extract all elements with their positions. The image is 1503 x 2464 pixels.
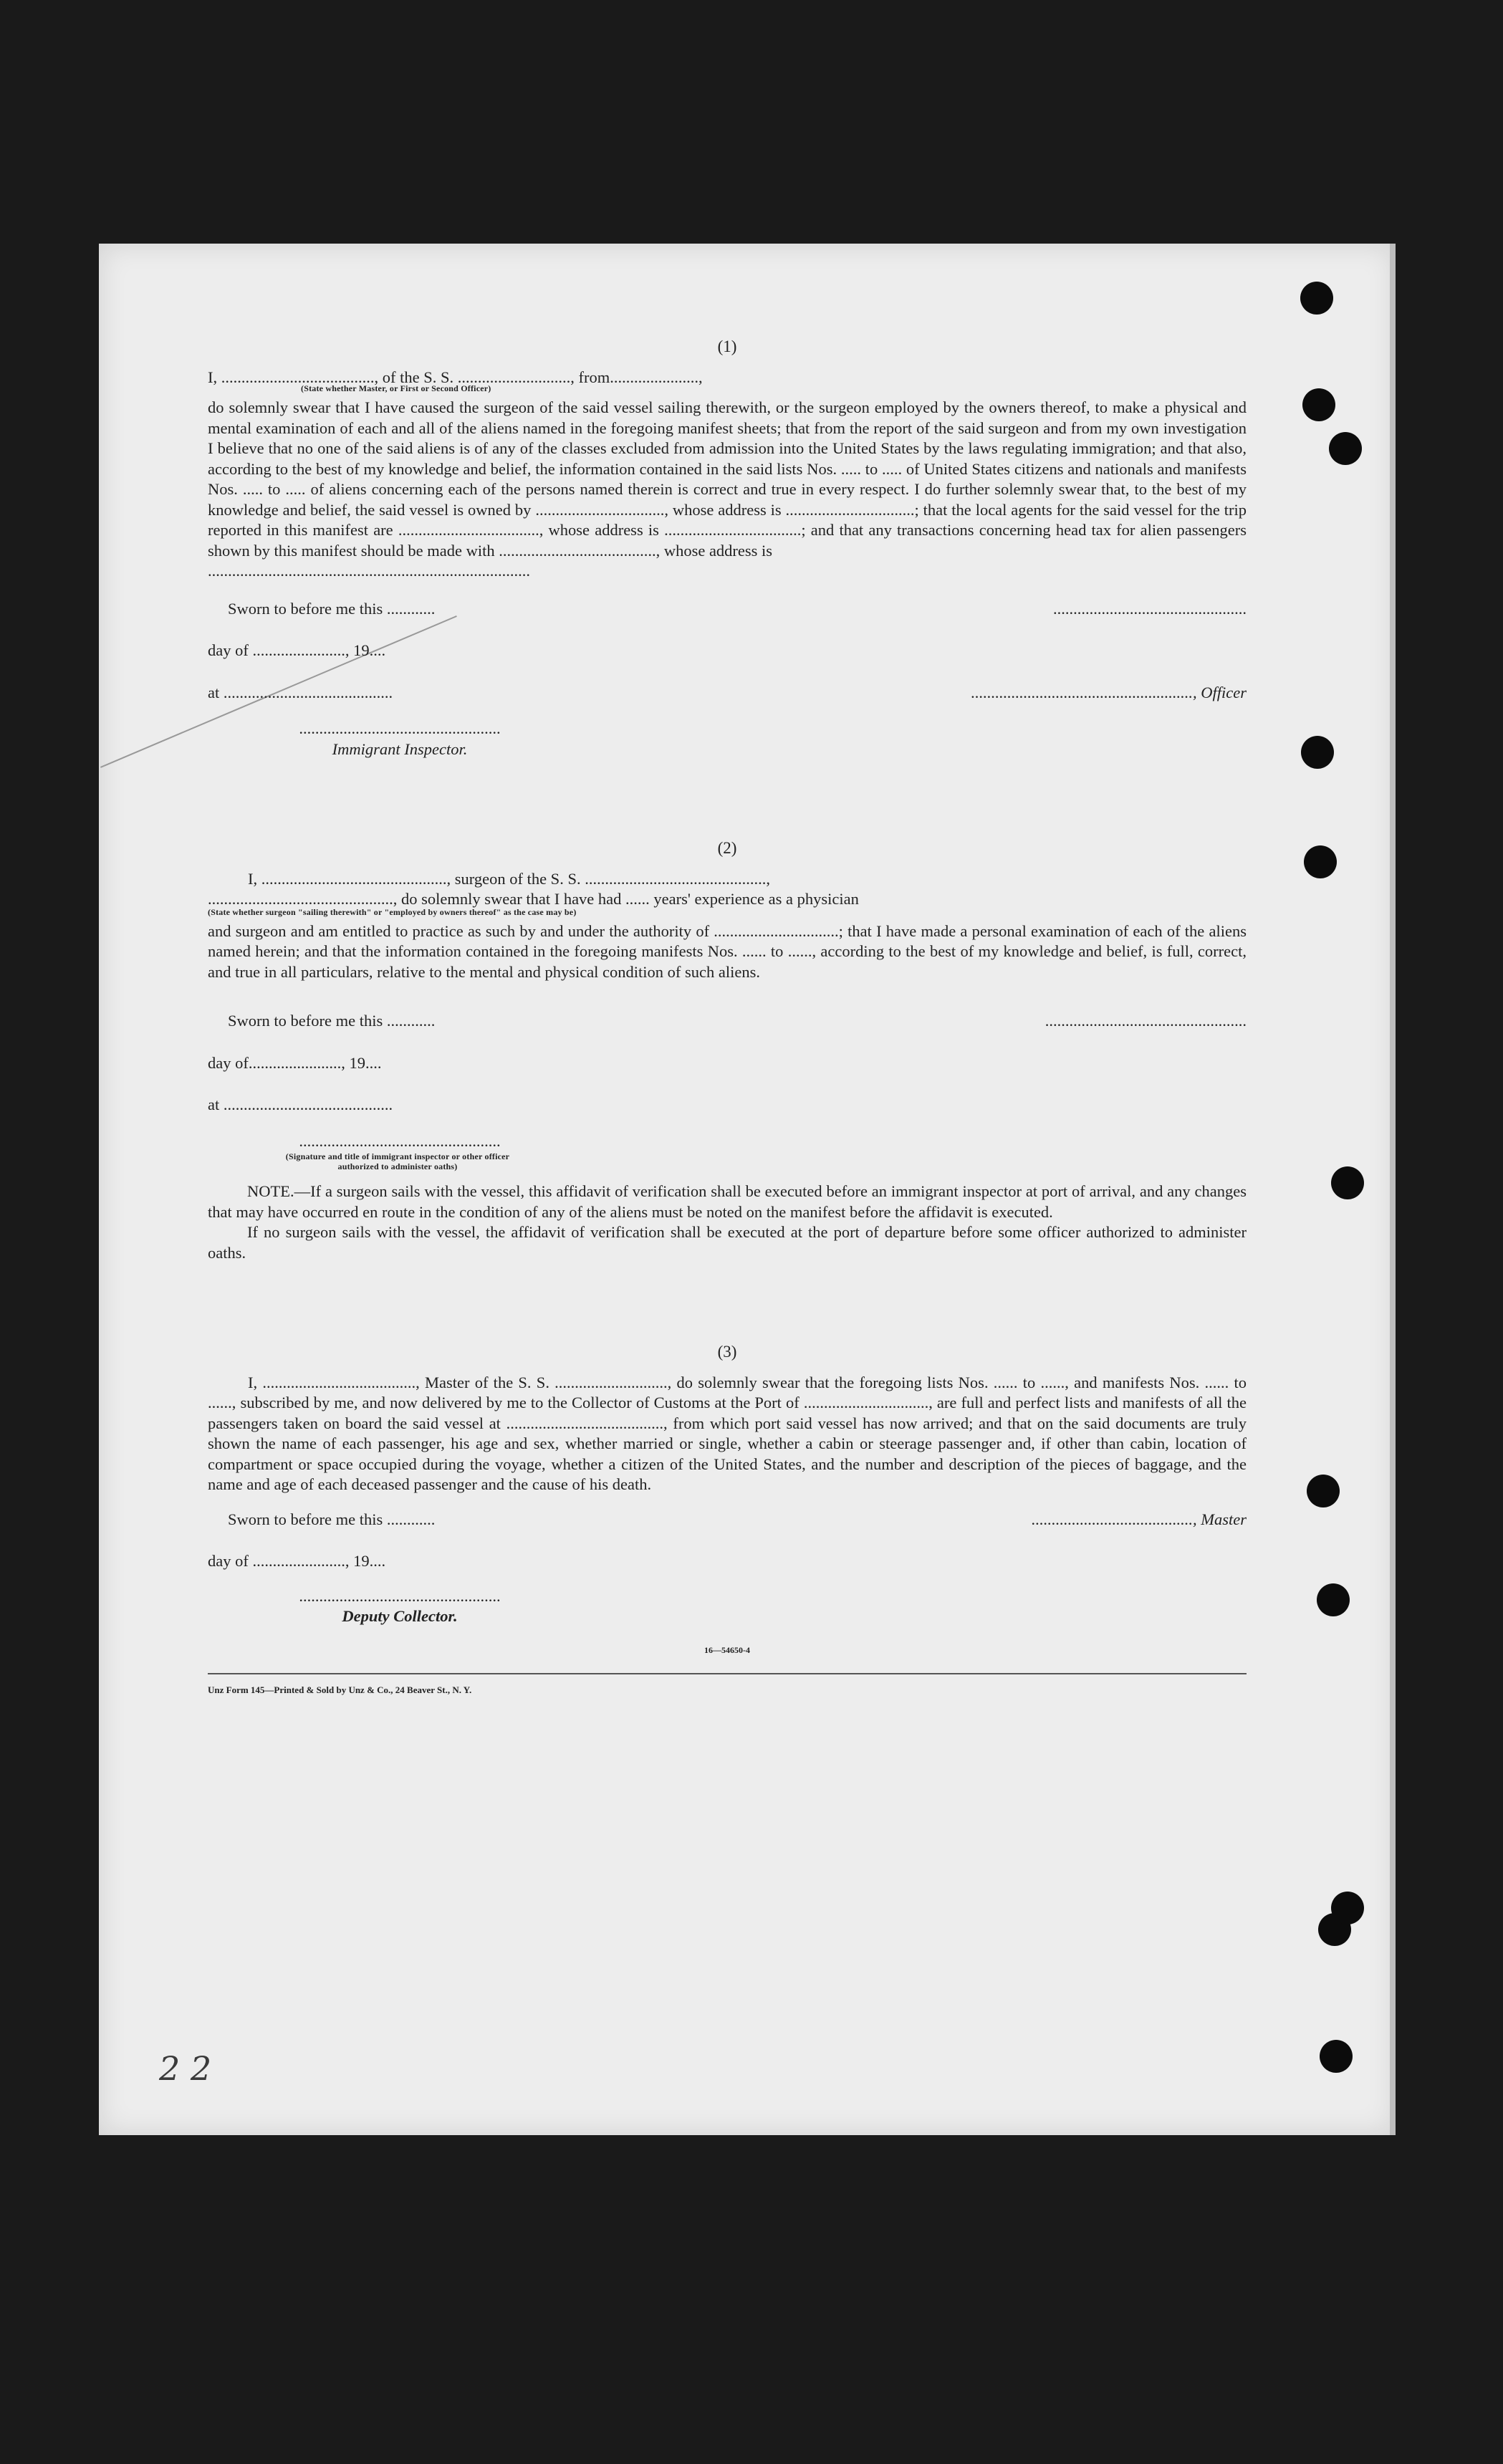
- inspector-sub-label: (Signature and title of immigrant inspector or other officer authorized to administer oaths): [285, 1151, 510, 1171]
- punch-hole-icon: [1304, 845, 1337, 878]
- section-number: (2): [717, 839, 737, 857]
- surgeon-paragraph: and surgeon and am entitled to practice as such by and under the authority of ...............................; that I have made a personal examination of each of the aliens named herein; and that the information contained in the foregoing manifests Nos. ...... to ......, according to the best of my knowledge and belief, is full, correct, and true in all particulars, relative to the mental and physical condition of such aliens.: [208, 921, 1247, 981]
- trailing-dots: ................................................................................: [208, 562, 530, 580]
- day-line: day of......................., 19....: [208, 1053, 382, 1072]
- officer-line: I, ......................................, of the S. S. ............................, from......................,: [208, 368, 703, 386]
- punch-hole-icon: [1301, 736, 1334, 769]
- oath-paragraph: do solemnly swear that I have caused the surgeon of the said vessel sailing therewith, or the surgeon employed by the owners thereof, to make a physical and mental examination of each and all of the aliens named in the foregoing manifest sheets; that from the report of the said surgeon and from my own investigation I believe that no one of the said aliens is of any of the classes excluded from admission into the United States by the laws regulating immigration; and that also, according to the best of my knowledge and belief, the information contained in the said lists Nos. ..... to ..... of United States citizens and nationals and manifests Nos. ..... to ..... of aliens concerning each of the persons named therein is correct and true in every respect. I do further solemnly swear that, to the best of my knowledge and belief, the said vessel is owned by ................................, whose address is ................................; that the local agents for the said vessel for the trip reported in this manifest are ..................................., whose address is ..................................; and that any transactions concerning head tax for alien passengers shown by this manifest should be made with ......................................., whose address is: [208, 398, 1247, 560]
- punch-hole-icon: [1331, 1892, 1364, 1924]
- section-2: [208, 838, 1247, 1263]
- punch-hole-icon: [1331, 1166, 1364, 1199]
- inspector-label: Immigrant Inspector.: [332, 739, 468, 758]
- footer-divider: [208, 1673, 1247, 1674]
- inspector-dots: ..................................................: [299, 1131, 501, 1150]
- punch-hole-icon: [1300, 282, 1333, 315]
- at-line: at ..........................................: [208, 683, 393, 701]
- sworn-right-dots: ................................................: [1053, 599, 1247, 618]
- officer-signature-line: ......................................................., Officer: [971, 683, 1247, 701]
- surgeon-sub-label: (State whether surgeon "sailing therewith" or "employed by owners thereof" as the case may be): [208, 906, 577, 917]
- page-edge: [1390, 244, 1396, 2135]
- handwritten-number: 2 2: [159, 2049, 212, 2088]
- day-line: day of ......................., 19....: [208, 1552, 386, 1570]
- sworn-line: Sworn to before me this ............: [228, 1510, 436, 1528]
- day-right: [802, 641, 1247, 661]
- sworn-line: Sworn to before me this ............: [228, 1012, 436, 1030]
- form-content: [208, 337, 1247, 1701]
- note-paragraph: NOTE.—If a surgeon sails with the vessel, this affidavit of verification shall be executed before an immigrant inspector at port of arrival, and any changes that may have occurred en route in the condition of any of the aliens must be noted on the manifest before the affidavit is executed.: [208, 1182, 1247, 1221]
- officer-sub-label: (State whether Master, or First or Second Officer): [301, 383, 491, 393]
- punch-hole-icon: [1329, 432, 1362, 465]
- sworn-line: Sworn to before me this ............: [228, 599, 436, 618]
- section-number: (1): [717, 337, 737, 355]
- day-line: day of ......................., 19....: [208, 641, 386, 659]
- form-number: 16—54650-4: [704, 1644, 750, 1655]
- inspector-dots: ..................................................: [299, 719, 501, 737]
- experience-line: .............................................., do solemnly swear that I have had ...... years' experience as a physician: [208, 890, 859, 908]
- note-paragraph-2: If no surgeon sails with the vessel, the affidavit of verification shall be executed at the port of departure before some officer authorized to administer oaths.: [208, 1223, 1247, 1262]
- collector-label: Deputy Collector.: [342, 1607, 458, 1625]
- punch-hole-icon: [1307, 1475, 1340, 1507]
- section-number: (3): [717, 1343, 737, 1361]
- printer-footer: Unz Form 145—Printed & Sold by Unz & Co., 24 Beaver St., N. Y.: [208, 1684, 472, 1695]
- surgeon-line: I, .............................................., surgeon of the S. S. .............................................,: [248, 869, 770, 888]
- punch-hole-icon: [1302, 388, 1335, 421]
- collector-dots: ..................................................: [299, 1586, 501, 1605]
- master-paragraph: I, ......................................, Master of the S. S. ............................, do solemnly swear that the foregoing lists Nos. ...... to ......, and manifests Nos. ...... to ......, subscribed by me, and now delivered by me to the Collector of Customs at the Port of ..............................., are full and perfect lists and manifests of all the passengers taken on board the said vessel at ......................................., from which port said vessel has now arrived; and that on the said documents are truly shown the name of each passenger, his age and sex, whether married or single, whether a cabin or steerage passenger and, if other than cabin, location of compartment or space occupied during the voyage, whether a citizen of the United States, and the number and description of the pieces of baggage, and the name and age of each deceased passenger and the cause of his death.: [208, 1373, 1247, 1493]
- punch-hole-icon: [1317, 1583, 1350, 1616]
- surgeon-signature-line: ..................................................: [1045, 1012, 1247, 1030]
- master-signature-line: ........................................, Master: [1032, 1510, 1247, 1528]
- at-line: at ..........................................: [208, 1096, 393, 1113]
- section-1: [208, 337, 1247, 759]
- section-3: [208, 1342, 1247, 1701]
- punch-hole-icon: [1320, 2040, 1353, 2073]
